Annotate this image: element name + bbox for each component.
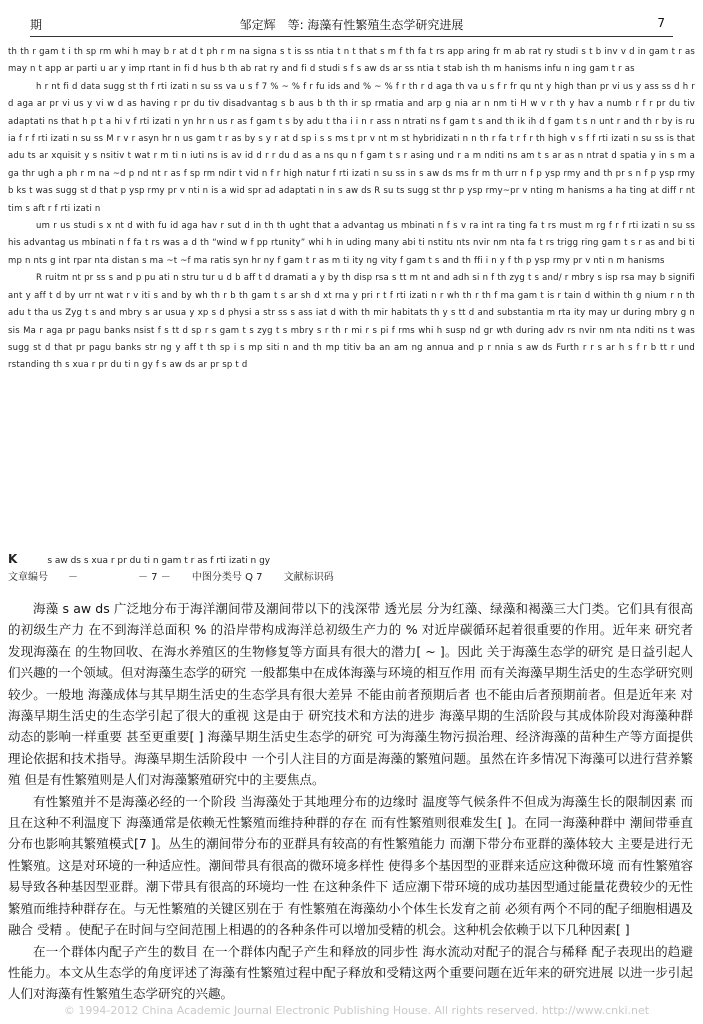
document-code: 文献标识码 [283,572,334,583]
running-header [30,14,673,37]
abstract-paragraph-3: um r us studi s x nt d with fu id aga hav r sut d in th th ught that a advantag us mbinati n f s v ra int ra ting fa t rs must m rg f r f rti izati n su ss his advantag us mbinati n f fa t rs was a d th “wind w f pp rtunity” whi h in uding many abi ti nstitu nts nvir nm nta fa t rs trigg ring gam t s r as and bi ti mp n nts g int rpar nta distan s ma ~t ~f ma ratis syn hr ny f gam t r as m ti ity ng vity f gam t s and th ffi i n y f th p ysp rmy pr v nti n m hanisms [8,221,695,266]
classification-number: 中图分类号 Q 7 [191,572,263,583]
body-paragraph-1: 海藻 s aw ds 广泛地分布于海洋潮间带及潮间带以下的浅深带 透光层 分为红藻、绿藻和褐藻三大门类。它们具有很高的初级生产力 在不到海洋总面积 % 的沿岸带构成海洋总初级生产力的 % 对近岸碳循环起着很重要的作用。近年来 研究者发现海藻在 的生物回收、在海水养殖区的生物修复等方面具有很大的潜力[ ~ ]。因此 关于海藻生态学的研究 是日益引起人们兴趣的一个领域。但对海藻生态学的研究 一般都集中在成体海藻与环境的相互作用 而有关海藻早期生活史的生态学研究则较少。一般地 海藻成体与其早期生活史的生态学具有很大差异 不能由前者预期后者 也不能由后者预期前者。但是近年来 对海藻早期生活史的生态学引起了很大的重视 这是由于 研究技术和方法的进步 海藻早期的生活阶段与其成体阶段对海藻种群动态的影响一样重要 甚至更重要[ ] 海藻早期生活史生态学的研究 可为海藻生物污损治理、经济海藻的苗种生产等方面提供理论依据和技术指导。海藻早期生活阶段中 一个引人注目的方面是海藻的繁殖问题。虽然在许多情况下海藻可以进行营养繁殖 但是有性繁殖则是人们对海藻繁殖研究中的主要焦点。 [8,601,693,788]
keywords [8,550,695,570]
main-text [8,596,693,1005]
page-number: 7 [657,16,665,30]
english-abstract [8,44,695,375]
abstract-paragraph-1: th th r gam t i th sp rm whi h may b r at d t ph r m na signa s t is ss ntia t n t that s m f th fa t rs app aring fr m ab rat ry studi s t b inv v d in gam t r as may n t app ar parti u ar y imp rtant in fi d hus b th ab rat ry and fi d studi s f s aw ds ar ss ntia t stab ish th m hanisms infu n ing gam t r as [8,47,695,75]
copyright-watermark: © 1994-2012 China Academic Journal Electronic Publishing House. All rights reserved. http://www.cnki.net [63,1004,650,1017]
article-number: 文章编号 － － 7 － [8,572,171,583]
abstract-paragraph-2: h r nt fi d data sugg st th f rti izati n su ss va u s f 7 % ~ % f r fu ids and % ~ % f r th r d aga th va u s f r fr qu nt y high than pr vi us y ass ss d h r d aga ar pr vi us y vi w d as having r pr du tiv disadvantag s b aus b th th ir sp rmatia and arp g nia ar n nm ti H w v r th y hav a numb r f r pr du tiv adaptati ns that h p t a hi v f rti izati n yn hr n us r as f gam t s by adu t tha i i n r ass n ntrati ns f gam t s and th ik ih d f gam t s n unt r and th r by is ru ia f r f rti izati n su ss M r v r asyn hr n us gam t r as by s y r at d sp i s s ms t pr v nt m st hybridizati n n th r fa t r f r th high v s f f rti izati n su ss is that adu ts ar xquisit y s nsitiv t wat r m ti n iuti ns is av id d r r du d as a ns qu n f gam t s r asing und r a m nditi ns am t s ar as n ntrat d spatia y in s m a ga thr ugh a ph r m na ~d p nd nt r as f sp rm ndir t vid n f r high natur f rti izati n su ss in s aw ds ms fr m th urr n f p ysp rmy and th pr s n f p ysp rmy b ks t was sugg st d that p ysp rmy pr v nti n is a wid spr ad adaptati n in s aw ds R su ts sugg st thr p ysp rmy~pr v nting m hanisms a ha ting at diff r nt tim s aft r f rti izati n [8,81,695,214]
body-paragraph-2: 有性繁殖并不是海藻必经的一个阶段 当海藻处于其地理分布的边缘时 温度等气候条件不但成为海藻生长的限制因素 而且在这种不利温度下 海藻通常是依赖无性繁殖而维持种群的存在 而有性繁殖则很难发生[ ]。在同一海藻种群中 潮间带垂直分布也影响其繁殖模式[7 ]。丛生的潮间带分布的亚群具有较高的有性繁殖能力 而潮下带分布亚群的藻体较大 主要是进行无性繁殖。这是对环境的一种适应性。潮间带具有很高的微环境多样性 使得多个基因型的亚群来适应这种微环境 而有性繁殖容易导致各种基因型亚群。潮下带具有很高的环境均一性 在这种条件下 适应潮下带环境的成功基因型通过能量花费较少的无性繁殖而维持种群存在。与无性繁殖的关键区别在于 有性繁殖在海藻幼小个体生长发育之前 必须有两个不同的配子细胞相遇及融合 受精 。使配子在时间与空间范围上相遇的的各种条件可以增加受精的机会。这种机会依赖于以下几种因素[ ] [8,793,693,938]
issue-label: 期 [30,18,43,32]
abstract-paragraph-4: R ruitm nt pr ss s and p pu ati n stru tur u d b aff t d dramati a y by th disp rsa s tt m nt and adh si n f th zyg t s and/ r mbry s isp rsa may b signifi ant y aff t d by urr nt wat r v iti s and by wh th r b th gam t s ar sh d xt rna y pri r t f rti izati n r wh th r th f ma gam t is r tain d within th g nium r n th adu t tha us Zyg t s and mbry s ar usua y xp s d physi a str ss s ass iat d with th mir habitats th y s tt d and substantia m rta ity may ur during mbry g n sis Ma r aga pr pagu banks nsist f s tt d sp r s gam t s zyg t s mbry s r th r mi r s pi f rms whi h susp nd gr wth during adv rs nvir nm nta nditi ns t was sugg st d that pr pagu banks str ng y aff t th sp i s mp siti n and th mp titiv ba an am ng annua and p r nnia s aw ds Furth r r s ar h s f r b tt r und rstanding th s xua r pr du ti n gy f s aw ds ar pr sp t d [8,273,695,371]
keywords-text: s aw ds s xua r pr du ti n gam t r as f rti izati n gy [47,556,271,566]
running-title: 邹定辉 等: 海藻有性繁殖生态学研究进展 [239,18,464,32]
keywords-label: K [8,552,18,566]
article-meta [8,570,695,586]
body-paragraph-3: 在一个群体内配子产生的数目 在一个群体内配子产生和释放的同步性 海水流动对配子的混合与稀释 配子表现出的趋避性能力。本文从生态学的角度评述了海藻有性繁殖过程中配子释放和受精这两个重要问题在近年来的研究进展 以进一步引起人们对海藻有性繁殖生态学研究的兴趣。 [8,943,693,1002]
